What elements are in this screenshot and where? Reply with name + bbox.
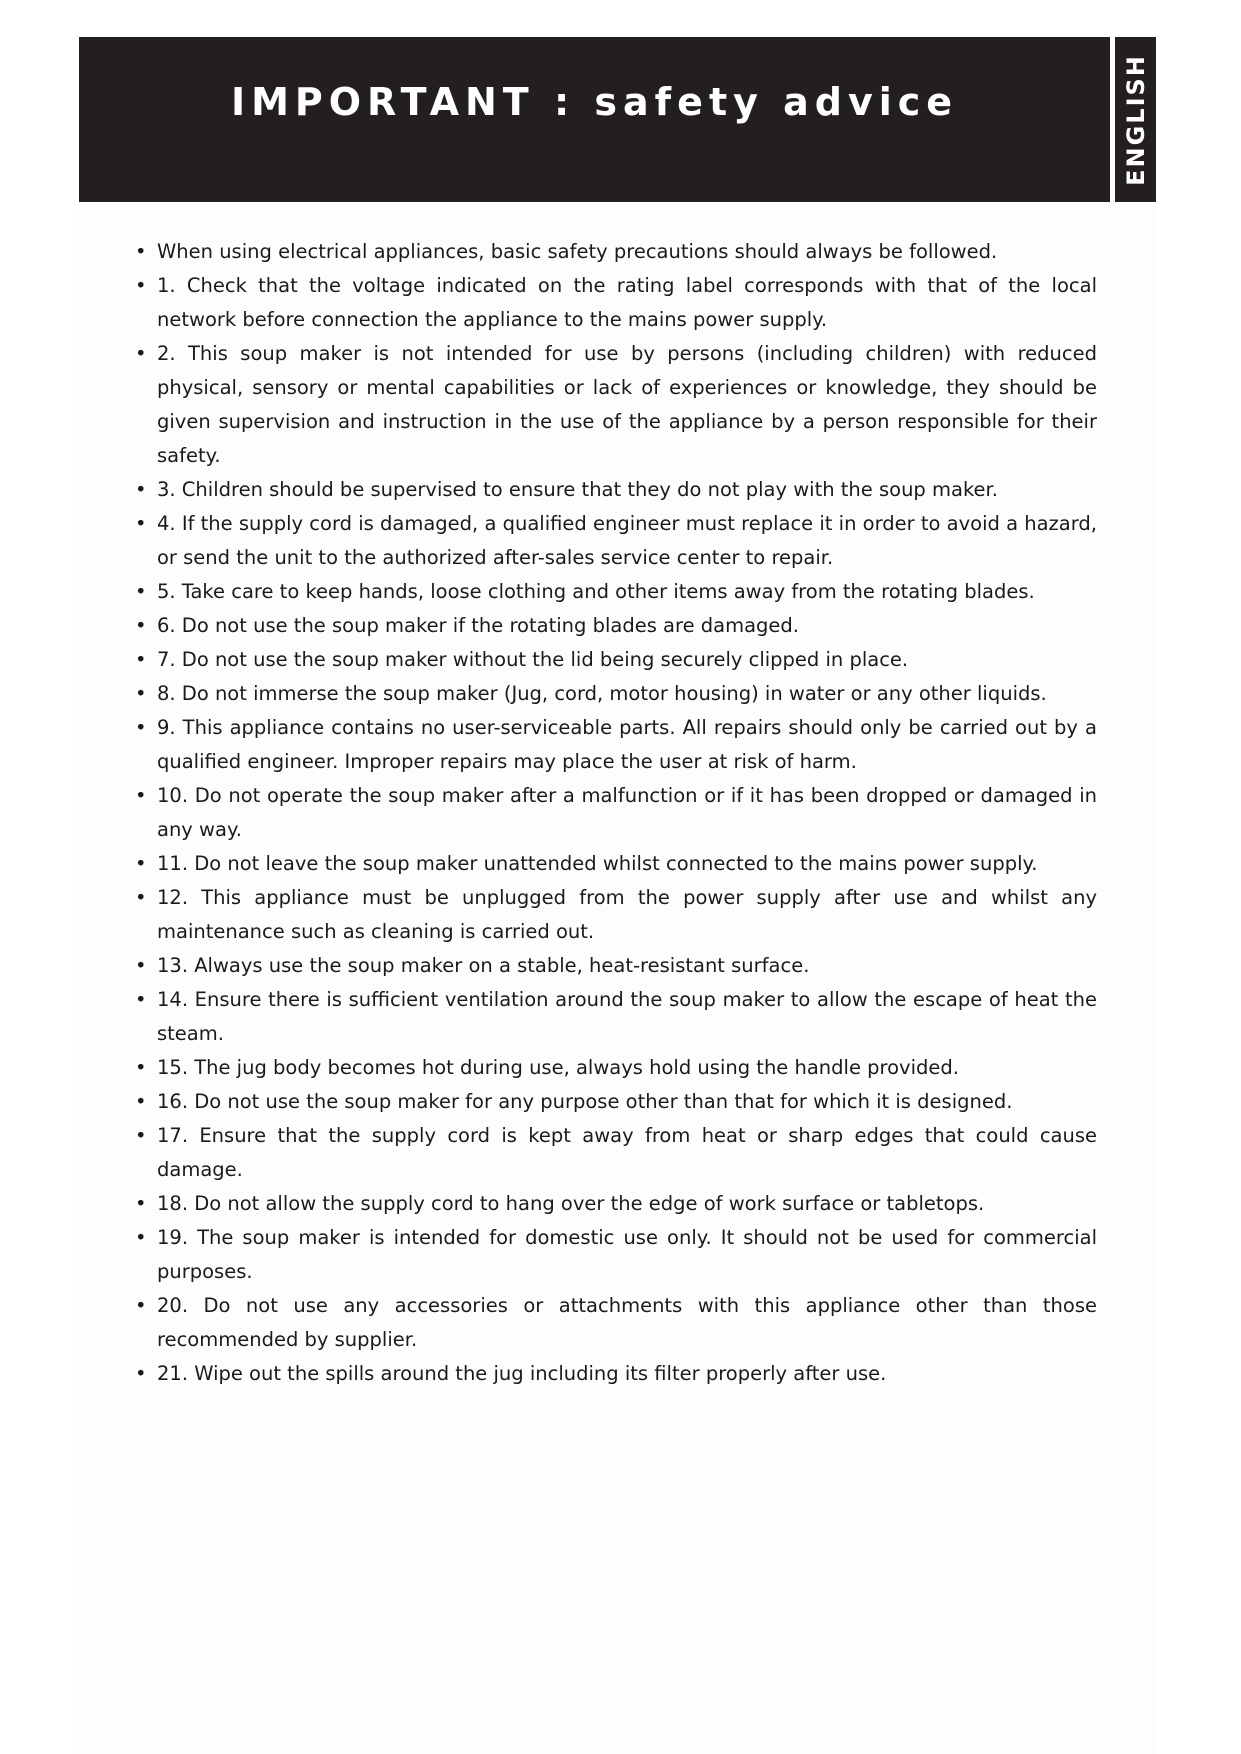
advice-item (135, 575, 1097, 609)
bullet-icon: • (135, 648, 147, 671)
advice-text: 7. Do not use the soup maker without the lid being securely clipped in place. (157, 648, 909, 671)
advice-text: When using electrical appliances, basic safety precautions should always be followed. (157, 240, 998, 263)
advice-item (135, 1221, 1097, 1289)
page-title: IMPORTANT : safety advice (230, 79, 959, 124)
advice-item (135, 507, 1097, 575)
safety-advice-list (135, 235, 1097, 1391)
bullet-icon: • (135, 1294, 147, 1317)
bullet-icon: • (135, 886, 147, 909)
advice-text: 2. This soup maker is not intended for use by persons (including children) with reduced physical, sensory or mental capabilities or lack of experiences or knowledge, they should be given supervision and instruction in the use of the appliance by a person responsible for their safety. (157, 342, 1097, 467)
advice-text: 21. Wipe out the spills around the jug including its filter properly after use. (157, 1362, 887, 1385)
advice-text: 20. Do not use any accessories or attachments with this appliance other than those recommended by supplier. (157, 1294, 1097, 1351)
advice-item (135, 473, 1097, 507)
bullet-icon: • (135, 988, 147, 1011)
advice-item (135, 609, 1097, 643)
bullet-icon: • (135, 716, 147, 739)
advice-item (135, 881, 1097, 949)
advice-text: 6. Do not use the soup maker if the rotating blades are damaged. (157, 614, 800, 637)
advice-text: 18. Do not allow the supply cord to hang over the edge of work surface or tabletops. (157, 1192, 985, 1215)
advice-text: 15. The jug body becomes hot during use, always hold using the handle provided. (157, 1056, 959, 1079)
bullet-icon: • (135, 274, 147, 297)
advice-item (135, 711, 1097, 779)
bullet-icon: • (135, 954, 147, 977)
advice-item (135, 1187, 1097, 1221)
bullet-icon: • (135, 240, 147, 263)
bullet-icon: • (135, 614, 147, 637)
advice-item (135, 1085, 1097, 1119)
bullet-icon: • (135, 342, 147, 365)
advice-text: 19. The soup maker is intended for domestic use only. It should not be used for commercial purposes. (157, 1226, 1097, 1283)
advice-item (135, 337, 1097, 473)
advice-item (135, 949, 1097, 983)
advice-item (135, 1289, 1097, 1357)
bullet-icon: • (135, 512, 147, 535)
advice-text: 4. If the supply cord is damaged, a qualified engineer must replace it in order to avoid a hazard, or send the unit to the authorized after-sales service center to repair. (157, 512, 1097, 569)
advice-text: 16. Do not use the soup maker for any purpose other than that for which it is designed. (157, 1090, 1013, 1113)
bullet-icon: • (135, 852, 147, 875)
advice-text: 1. Check that the voltage indicated on the rating label corresponds with that of the local network before connection the appliance to the mains power supply. (157, 274, 1097, 331)
advice-text: 5. Take care to keep hands, loose clothing and other items away from the rotating blades. (157, 580, 1035, 603)
advice-item (135, 1357, 1097, 1391)
advice-item (135, 643, 1097, 677)
advice-item (135, 677, 1097, 711)
advice-item (135, 1119, 1097, 1187)
advice-item (135, 1051, 1097, 1085)
advice-item (135, 269, 1097, 337)
language-label: ENGLISH (1121, 53, 1150, 186)
bullet-icon: • (135, 1192, 147, 1215)
language-tab (1115, 37, 1156, 202)
advice-text: 8. Do not immerse the soup maker (Jug, cord, motor housing) in water or any other liquids. (157, 682, 1047, 705)
advice-text: 12. This appliance must be unplugged from the power supply after use and whilst any maintenance such as cleaning is carried out. (157, 886, 1097, 943)
bullet-icon: • (135, 784, 147, 807)
advice-text: 17. Ensure that the supply cord is kept away from heat or sharp edges that could cause damage. (157, 1124, 1097, 1181)
bullet-icon: • (135, 1124, 147, 1147)
bullet-icon: • (135, 1226, 147, 1249)
advice-text: 13. Always use the soup maker on a stable, heat-resistant surface. (157, 954, 810, 977)
header-bar (79, 37, 1110, 202)
advice-text: 3. Children should be supervised to ensure that they do not play with the soup maker. (157, 478, 998, 501)
advice-item (135, 235, 1097, 269)
advice-item (135, 779, 1097, 847)
advice-item (135, 847, 1097, 881)
bullet-icon: • (135, 1362, 147, 1385)
advice-text: 9. This appliance contains no user-serviceable parts. All repairs should only be carried out by a qualified engineer. Improper repairs may place the user at risk of harm. (157, 716, 1097, 773)
advice-text: 10. Do not operate the soup maker after a malfunction or if it has been dropped or damaged in any way. (157, 784, 1097, 841)
advice-text: 14. Ensure there is sufficient ventilation around the soup maker to allow the escape of heat the steam. (157, 988, 1097, 1045)
bullet-icon: • (135, 1090, 147, 1113)
bullet-icon: • (135, 580, 147, 603)
bullet-icon: • (135, 1056, 147, 1079)
advice-text: 11. Do not leave the soup maker unattended whilst connected to the mains power supply. (157, 852, 1038, 875)
bullet-icon: • (135, 478, 147, 501)
advice-item (135, 983, 1097, 1051)
bullet-icon: • (135, 682, 147, 705)
